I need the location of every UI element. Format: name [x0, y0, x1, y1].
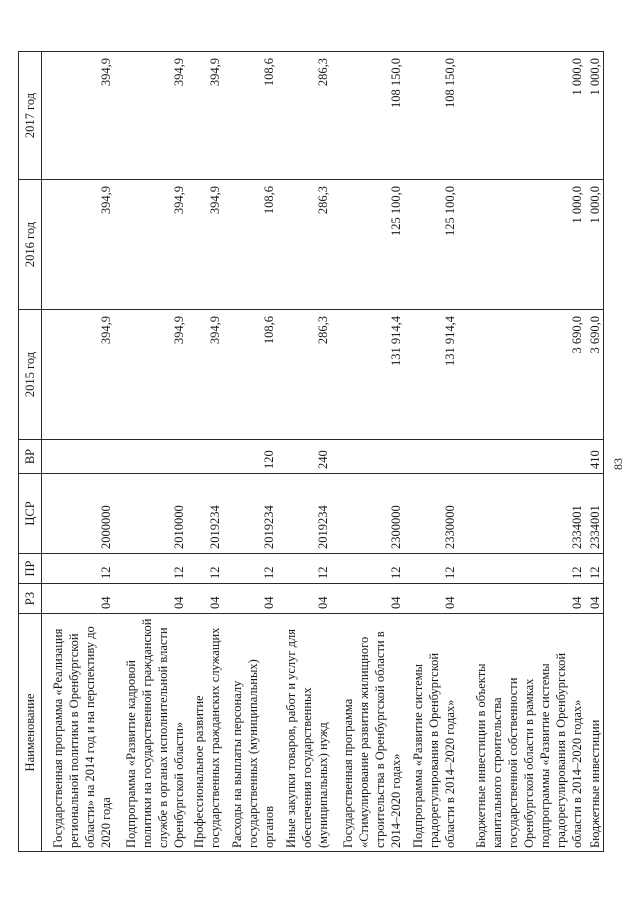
table-row — [585, 52, 604, 852]
cell-y2015: 286,3 — [277, 310, 331, 440]
cell-y2015: 394,9 — [187, 310, 223, 440]
cell-rz: 04 — [223, 584, 277, 614]
cell-name: Бюджетные инвестиции — [585, 614, 604, 852]
header-pr: ПР — [19, 554, 42, 584]
cell-y2017: 108,6 — [223, 52, 277, 180]
cell-vr — [187, 440, 223, 474]
cell-csr: 2019234 — [223, 474, 277, 554]
cell-pr: 12 — [404, 554, 458, 584]
cell-y2015: 394,9 — [114, 310, 186, 440]
cell-y2016: 394,9 — [42, 180, 115, 310]
cell-rz: 04 — [187, 584, 223, 614]
cell-name: Подпрограмма «Развитие системы градорегулирования в Оренбургской области в 2014–2020 годах» — [404, 614, 458, 852]
cell-rz: 04 — [585, 584, 604, 614]
cell-vr — [458, 440, 585, 474]
cell-csr: 2330000 — [404, 474, 458, 554]
cell-name: Государственная программа «Реализация региональной политики в Оренбургской области» на 2014 год и на перспективу до 2020 года — [42, 614, 115, 852]
table-row — [458, 52, 585, 852]
cell-pr: 12 — [585, 554, 604, 584]
cell-vr: 240 — [277, 440, 331, 474]
header-row — [19, 52, 42, 852]
table-row — [277, 52, 331, 852]
header-name: Наименование — [19, 614, 42, 852]
rotated-page — [10, 52, 630, 852]
cell-y2017: 394,9 — [187, 52, 223, 180]
header-2015: 2015 год — [19, 310, 42, 440]
cell-y2016: 1 000,0 — [585, 180, 604, 310]
cell-vr: 120 — [223, 440, 277, 474]
table-row — [187, 52, 223, 852]
cell-y2016: 394,9 — [114, 180, 186, 310]
cell-pr: 12 — [458, 554, 585, 584]
cell-y2015: 394,9 — [42, 310, 115, 440]
cell-y2016: 286,3 — [277, 180, 331, 310]
cell-y2017: 108 150,0 — [404, 52, 458, 180]
cell-y2016: 394,9 — [187, 180, 223, 310]
table-row — [114, 52, 186, 852]
cell-csr: 2019234 — [277, 474, 331, 554]
cell-vr — [331, 440, 403, 474]
cell-pr: 12 — [187, 554, 223, 584]
header-2017: 2017 год — [19, 52, 42, 180]
cell-name: Иные закупки товаров, работ и услуг для обеспечения государственных (муниципальных) нужд — [277, 614, 331, 852]
cell-pr: 12 — [223, 554, 277, 584]
cell-y2017: 1 000,0 — [585, 52, 604, 180]
cell-csr: 2334001 — [458, 474, 585, 554]
cell-csr: 2334001 — [585, 474, 604, 554]
cell-rz: 04 — [114, 584, 186, 614]
table-row — [331, 52, 403, 852]
budget-table — [18, 51, 604, 852]
cell-pr: 12 — [114, 554, 186, 584]
cell-rz: 04 — [277, 584, 331, 614]
table-row — [42, 52, 115, 852]
cell-y2016: 125 100,0 — [404, 180, 458, 310]
cell-name: Подпрограмма «Развитие кадровой политики на государственной гражданской службе в органах исполнительной власти Оренбургской области» — [114, 614, 186, 852]
cell-vr — [42, 440, 115, 474]
cell-y2017: 1 000,0 — [458, 52, 585, 180]
cell-y2017: 394,9 — [114, 52, 186, 180]
cell-name: Профессиональное развитие государственных гражданских служащих — [187, 614, 223, 852]
cell-name: Расходы на выплаты персоналу государственных (муниципальных) органов — [223, 614, 277, 852]
cell-y2017: 286,3 — [277, 52, 331, 180]
cell-rz: 04 — [42, 584, 115, 614]
cell-csr: 2010000 — [114, 474, 186, 554]
cell-pr: 12 — [42, 554, 115, 584]
header-vr: ВР — [19, 440, 42, 474]
table-row — [223, 52, 277, 852]
cell-y2016: 1 000,0 — [458, 180, 585, 310]
cell-rz: 04 — [458, 584, 585, 614]
cell-pr: 12 — [331, 554, 403, 584]
cell-csr: 2300000 — [331, 474, 403, 554]
cell-y2015: 3 690,0 — [585, 310, 604, 440]
cell-y2017: 394,9 — [42, 52, 115, 180]
cell-vr — [114, 440, 186, 474]
cell-name: Государственная программа «Стимулирование развития жилищного строительства в Оренбургской области в 2014–2020 годах» — [331, 614, 403, 852]
cell-y2015: 131 914,4 — [404, 310, 458, 440]
cell-y2017: 108 150,0 — [331, 52, 403, 180]
cell-name: Бюджетные инвестиции в объекты капитального строительства государственной собственности Оренбургской области в рамках подпрограммы «Развитие системы градорегулирования в Оренбургской области в 2014–2020 годах» — [458, 614, 585, 852]
header-csr: ЦСР — [19, 474, 42, 554]
cell-rz: 04 — [404, 584, 458, 614]
cell-y2015: 3 690,0 — [458, 310, 585, 440]
cell-y2016: 125 100,0 — [331, 180, 403, 310]
cell-rz: 04 — [331, 584, 403, 614]
cell-y2016: 108,6 — [223, 180, 277, 310]
header-rz: РЗ — [19, 584, 42, 614]
cell-vr: 410 — [585, 440, 604, 474]
header-2016: 2016 год — [19, 180, 42, 310]
cell-pr: 12 — [277, 554, 331, 584]
table-row — [404, 52, 458, 852]
page-number: 83 — [611, 458, 625, 470]
cell-y2015: 108,6 — [223, 310, 277, 440]
cell-y2015: 131 914,4 — [331, 310, 403, 440]
cell-vr — [404, 440, 458, 474]
cell-csr: 2019234 — [187, 474, 223, 554]
cell-csr: 2000000 — [42, 474, 115, 554]
